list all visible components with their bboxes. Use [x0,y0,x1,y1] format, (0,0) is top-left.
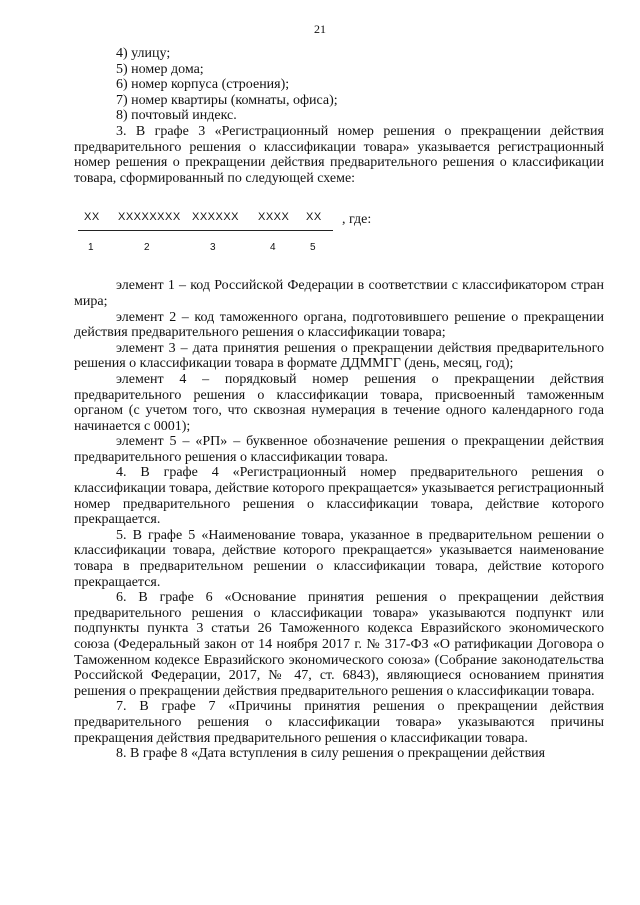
scheme-number-2: 2 [144,242,150,254]
scheme-number-1: 1 [88,242,94,254]
paragraph-8: 8. В графе 8 «Дата вступления в силу решения о прекращении действия [116,746,546,762]
list-item: 5) номер дома; [116,61,204,77]
number-scheme [74,200,604,258]
page-number: 21 [314,22,326,36]
element-5-description: элемент 5 – «РП» – буквенное обозначение решения о прекращении действия предварительного решения о классификации товара. [74,434,604,465]
document-body [74,46,604,762]
scheme-code-2: XXXXXXXX [118,211,181,224]
paragraph-3: 3. В графе 3 «Регистрационный номер решения о прекращении действия предварительного решения о классификации товара» указывается регистрационный номер решения о прекращении действия предварительного решения о классификации товара, сформированный по следующей схеме: [74,123,604,186]
scheme-code-5: XX [306,211,322,224]
paragraph-7: 7. В графе 7 «Причины принятия решения о прекращении действия предварительного решения о классификации товара» указываются причины прекращения действия предварительного решения о классификации товара. [74,699,604,746]
scheme-number-3: 3 [210,242,216,254]
paragraph-5: 5. В графе 5 «Наименование товара, указанное в предварительном решении о классификации товара, действие которого прекращается» указывается наименование товара в предварительном решении о классификации товара, действие которого прекращается. [74,527,604,590]
list-item: 7) номер квартиры (комнаты, офиса); [116,92,338,108]
list-item: 8) почтовый индекс. [116,108,237,124]
scheme-code-3: XXXXXX [192,211,240,224]
scheme-number-4: 4 [270,242,276,254]
scheme-code-1: XX [84,211,100,224]
list-item: 6) номер корпуса (строения); [116,77,290,93]
element-4-description: элемент 4 – порядковый номер решения о прекращении действия предварительного решения о классификации товара, присвоенный таможенным органом (с учетом того, что сквозная нумерация в течение одного календарного года начинается с 0001); [74,371,604,434]
scheme-code-4: XXXX [258,211,290,224]
scheme-number-5: 5 [310,242,316,254]
element-3-description: элемент 3 – дата принятия решения о прекращении действия предварительного решения о классификации товара в формате ДДММГГ (день, месяц, год); [74,340,604,372]
scheme-rule [78,230,333,231]
list-item: 4) улицу; [116,46,171,61]
paragraph-6: 6. В графе 6 «Основание принятия решения о прекращении действия предварительного решения о классификации товара» указываются подпункт или подпункты пункта 3 статьи 26 Таможенного кодекса Евразийского экономического союза (Федеральный закон от 14 ноября 2017 г. № 317-ФЗ «О ратификации Договора о Таможенном кодексе Евразийского экономического союза» (Собрание законодательства Российской Федерации, 2017, № 47, ст. 6843), являющиеся основанием принятия решения о прекращении действия предварительного решения о классификации товара. [74,590,604,699]
element-2-description: элемент 2 – код таможенного органа, подготовившего решение о прекращении действия предварительного решения о классификации товара; [74,309,604,341]
element-1-description: элемент 1 – код Российской Федерации в соответствии с классификатором стран мира; [74,278,604,309]
paragraph-4: 4. В графе 4 «Регистрационный номер предварительного решения о классификации товара, действие которого прекращается» указывается регистрационный номер предварительного решения о классификации товара, действие которого прекращается. [74,465,604,528]
scheme-suffix: , где: [342,212,372,228]
